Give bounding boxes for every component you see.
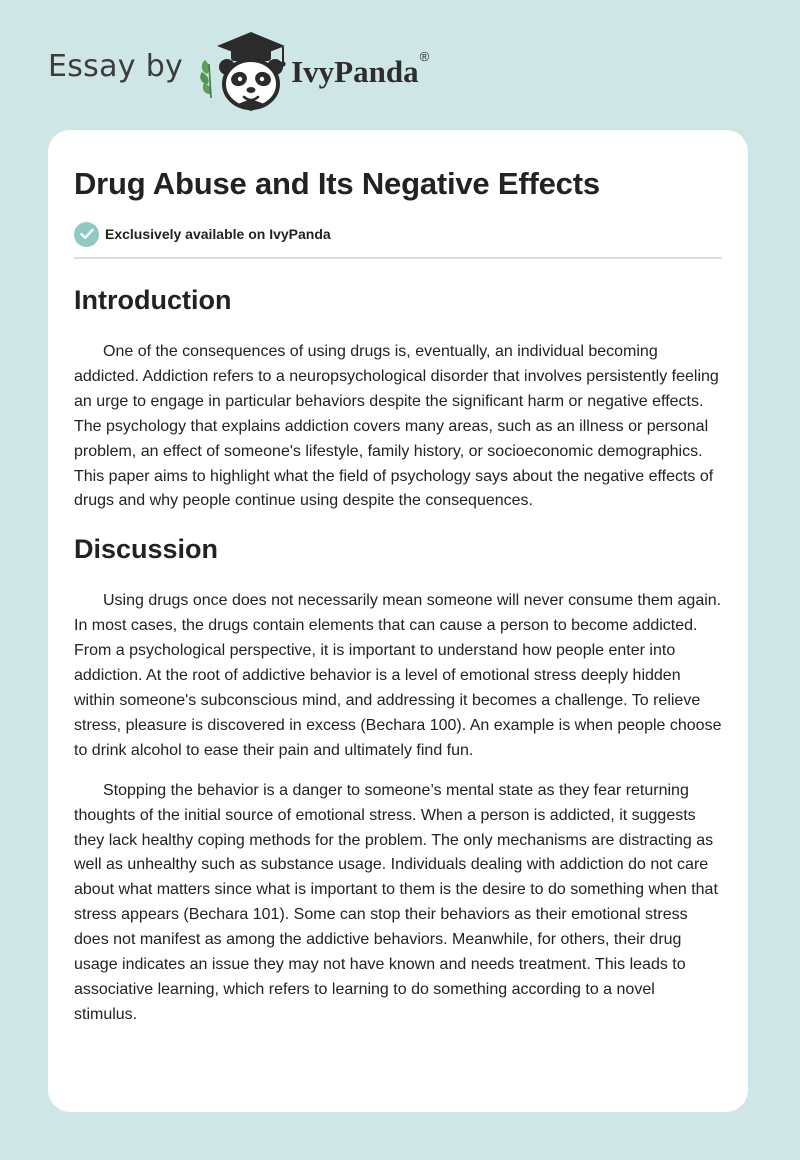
checkmark-icon <box>74 222 99 247</box>
section-heading-discussion: Discussion <box>74 534 219 565</box>
essay-card <box>48 130 748 1112</box>
discussion-paragraph-1: Using drugs once does not necessarily mean someone will never consume them again. In most cases, the drugs contain elements that can cause a person to become addicted. From a psychological perspective, it is important to understand how people enter into addiction. At the root of addictive behavior is a level of emotional stress deeply hidden within someone's subconscious mind, and addressing it becomes a challenge. To relieve stress, pleasure is discovered in excess (Bechara 100). An example is when people choose to drink alcohol to ease their pain and ultimately find fun. <box>74 592 722 759</box>
introduction-paragraph: One of the consequences of using drugs is, eventually, an individual becoming addicted. Addiction refers to a neuropsychological disorder that involves persistently feeling an urge to engage in particular behaviors despite the significant harm or negative effects. The psychology that explains addiction covers many areas, such as an illness or personal problem, an effect of someone's lifestyle, family history, or socioeconomic demographics. This paper aims to highlight what the field of psychology says about the negative effects of drugs and why people continue using despite the consequences. <box>74 343 719 510</box>
discussion-paragraph-2: Stopping the behavior is a danger to someone’s mental state as they fear returning thoughts of the initial source of emotional stress. When a person is addicted, it suggests they lack healthy coping methods for the problem. The only mechanisms are distracting as well as unhealthy such as substance usage. Individuals dealing with addiction do not care about what matters since what is important to them is the desire to do something when that stress appears (Bechara 101). Some can stop their behaviors as their emotional stress does not manifest as among the addictive behaviors. Meanwhile, for others, their drug usage indicates an issue they may not have known and needs treatment. This leads to associative learning, which refers to learning to do something according to a novel stimulus. <box>74 781 718 1023</box>
title-divider <box>74 257 722 259</box>
site-header <box>48 28 429 112</box>
essay-by-label: Essay by <box>48 48 184 84</box>
registered-mark: ® <box>419 48 430 64</box>
section-heading-introduction: Introduction <box>74 285 232 315</box>
essay-title: Drug Abuse and Its Negative Effects <box>74 166 600 201</box>
exclusive-label: Exclusively available on IvyPanda <box>105 226 331 242</box>
brand-name[interactable]: IvyPanda <box>291 54 419 89</box>
exclusive-notice <box>74 221 722 247</box>
panda-graduate-icon[interactable] <box>197 28 289 112</box>
